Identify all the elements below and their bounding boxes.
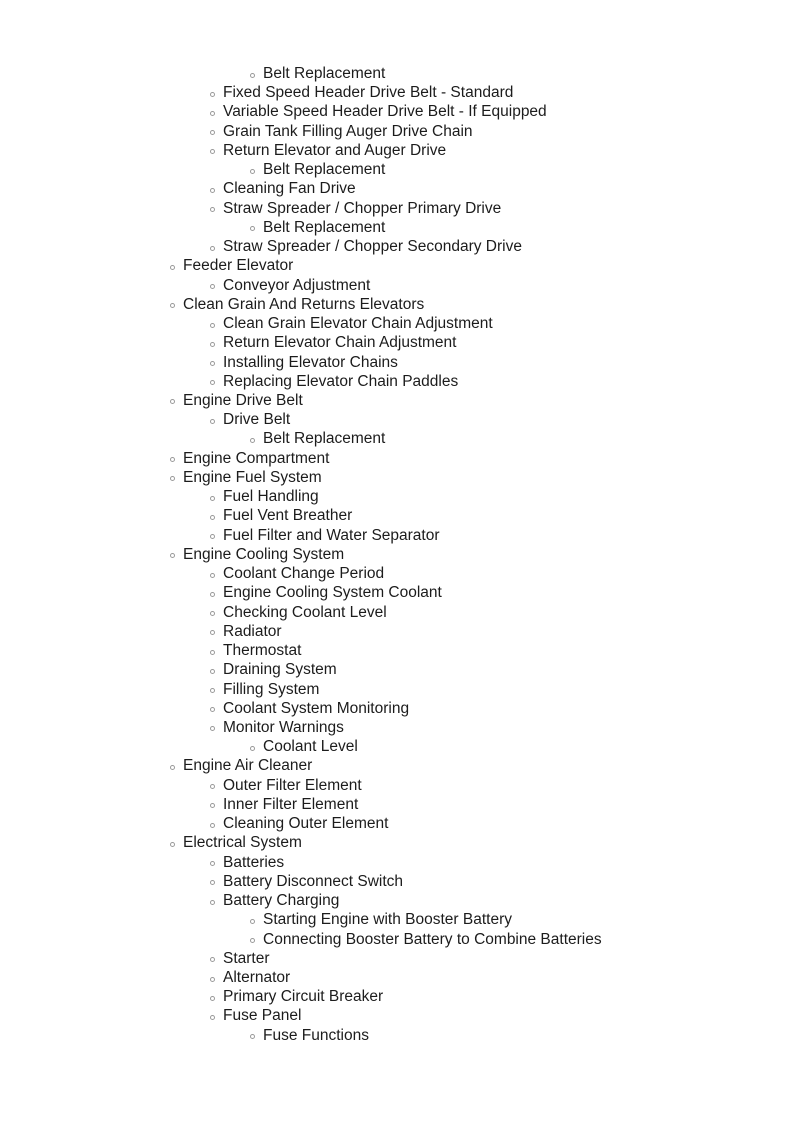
toc-item-label: Variable Speed Header Drive Belt - If Equipped <box>223 103 547 121</box>
toc-item-level-2[interactable] <box>0 872 794 891</box>
table-of-contents-list <box>0 64 794 1045</box>
bullet-icon <box>210 188 215 193</box>
bullet-icon <box>250 169 255 174</box>
toc-item-label: Engine Cooling System <box>183 545 345 563</box>
bullet-icon <box>250 746 255 751</box>
toc-item-level-3[interactable] <box>0 64 794 83</box>
bullet-icon <box>210 823 215 828</box>
toc-item-level-2[interactable] <box>0 891 794 910</box>
bullet-icon <box>210 361 215 366</box>
toc-item-level-2[interactable] <box>0 487 794 506</box>
bullet-icon <box>210 861 215 866</box>
bullet-icon <box>210 650 215 655</box>
toc-item-label: Fuel Vent Breather <box>223 507 353 525</box>
bullet-icon <box>210 611 215 616</box>
toc-item-label: Electrical System <box>183 834 302 852</box>
bullet-icon <box>210 573 215 578</box>
bullet-icon <box>250 73 255 78</box>
bullet-icon <box>210 207 215 212</box>
bullet-icon <box>170 842 175 847</box>
toc-item-level-2[interactable] <box>0 237 794 256</box>
toc-item-level-3[interactable] <box>0 1026 794 1045</box>
toc-item-label: Straw Spreader / Chopper Secondary Drive <box>223 238 522 256</box>
bullet-icon <box>210 996 215 1001</box>
toc-item-label: Conveyor Adjustment <box>223 276 371 294</box>
toc-item-label: Clean Grain And Returns Elevators <box>183 295 425 313</box>
toc-item-level-1[interactable] <box>0 449 794 468</box>
toc-item-level-2[interactable] <box>0 314 794 333</box>
bullet-icon <box>170 765 175 770</box>
bullet-icon <box>210 707 215 712</box>
bullet-icon <box>210 92 215 97</box>
toc-item-label: Belt Replacement <box>263 218 386 236</box>
toc-item-label: Battery Charging <box>223 892 340 910</box>
bullet-icon <box>210 419 215 424</box>
bullet-icon <box>170 399 175 404</box>
bullet-icon <box>210 284 215 289</box>
toc-item-level-2[interactable] <box>0 526 794 545</box>
toc-item-level-3[interactable] <box>0 930 794 949</box>
toc-item-label: Fixed Speed Header Drive Belt - Standard <box>223 84 514 102</box>
toc-item-level-2[interactable] <box>0 660 794 679</box>
toc-item-level-2[interactable] <box>0 814 794 833</box>
toc-item-label: Alternator <box>223 969 291 987</box>
toc-item-label: Belt Replacement <box>263 430 386 448</box>
toc-item-level-2[interactable] <box>0 179 794 198</box>
toc-item-label: Connecting Booster Battery to Combine Batteries <box>263 930 602 948</box>
toc-item-level-2[interactable] <box>0 583 794 602</box>
toc-item-label: Batteries <box>223 853 285 871</box>
bullet-icon <box>210 726 215 731</box>
toc-item-label: Cleaning Fan Drive <box>223 180 356 198</box>
toc-item-label: Starter <box>223 949 270 967</box>
bullet-icon <box>210 957 215 962</box>
toc-item-level-1[interactable] <box>0 256 794 275</box>
bullet-icon <box>210 246 215 251</box>
bullet-icon <box>210 534 215 539</box>
toc-item-level-2[interactable] <box>0 372 794 391</box>
toc-item-level-2[interactable] <box>0 987 794 1006</box>
toc-item-level-1[interactable] <box>0 468 794 487</box>
bullet-icon <box>250 438 255 443</box>
bullet-icon <box>210 784 215 789</box>
bullet-icon <box>210 592 215 597</box>
bullet-icon <box>170 553 175 558</box>
bullet-icon <box>210 130 215 135</box>
toc-item-label: Fuse Panel <box>223 1007 302 1025</box>
bullet-icon <box>250 1034 255 1039</box>
toc-item-level-2[interactable] <box>0 122 794 141</box>
bullet-icon <box>210 977 215 982</box>
toc-item-label: Monitor Warnings <box>223 718 344 736</box>
toc-item-level-2[interactable] <box>0 199 794 218</box>
bullet-icon <box>250 919 255 924</box>
bullet-icon <box>210 323 215 328</box>
toc-item-label: Radiator <box>223 622 282 640</box>
toc-item-level-2[interactable] <box>0 718 794 737</box>
toc-item-level-1[interactable] <box>0 756 794 775</box>
toc-item-label: Return Elevator Chain Adjustment <box>223 334 457 352</box>
toc-item-label: Cleaning Outer Element <box>223 815 389 833</box>
bullet-icon <box>250 938 255 943</box>
bullet-icon <box>210 111 215 116</box>
toc-item-label: Inner Filter Element <box>223 795 359 813</box>
toc-item-label: Engine Air Cleaner <box>183 757 313 775</box>
toc-item-level-2[interactable] <box>0 333 794 352</box>
toc-item-label: Checking Coolant Level <box>223 603 387 621</box>
toc-item-label: Fuel Handling <box>223 488 319 506</box>
toc-item-level-2[interactable] <box>0 641 794 660</box>
toc-item-level-2[interactable] <box>0 506 794 525</box>
bullet-icon <box>210 880 215 885</box>
toc-item-label: Straw Spreader / Chopper Primary Drive <box>223 199 502 217</box>
toc-item-level-2[interactable] <box>0 795 794 814</box>
toc-item-level-3[interactable] <box>0 160 794 179</box>
toc-item-level-2[interactable] <box>0 603 794 622</box>
toc-item-label: Outer Filter Element <box>223 776 362 794</box>
toc-item-label: Fuel Filter and Water Separator <box>223 526 440 544</box>
toc-item-label: Clean Grain Elevator Chain Adjustment <box>223 315 493 333</box>
toc-item-level-1[interactable] <box>0 391 794 410</box>
bullet-icon <box>170 265 175 270</box>
bullet-icon <box>250 226 255 231</box>
bullet-icon <box>210 1015 215 1020</box>
toc-item-label: Starting Engine with Booster Battery <box>263 911 512 929</box>
toc-item-level-2[interactable] <box>0 699 794 718</box>
toc-item-label: Engine Fuel System <box>183 468 322 486</box>
toc-item-label: Coolant System Monitoring <box>223 699 410 717</box>
toc-item-label: Draining System <box>223 661 337 679</box>
bullet-icon <box>210 900 215 905</box>
toc-item-label: Engine Drive Belt <box>183 391 303 409</box>
toc-item-label: Engine Cooling System Coolant <box>223 584 442 602</box>
toc-item-label: Filling System <box>223 680 320 698</box>
toc-item-label: Grain Tank Filling Auger Drive Chain <box>223 122 473 140</box>
toc-item-label: Thermostat <box>223 642 302 660</box>
toc-item-level-3[interactable] <box>0 910 794 929</box>
toc-item-label: Feeder Elevator <box>183 257 294 275</box>
toc-item-level-2[interactable] <box>0 141 794 160</box>
bullet-icon <box>170 457 175 462</box>
toc-item-level-2[interactable] <box>0 968 794 987</box>
toc-item-level-2[interactable] <box>0 410 794 429</box>
toc-item-level-2[interactable] <box>0 353 794 372</box>
bullet-icon <box>210 669 215 674</box>
toc-item-level-1[interactable] <box>0 545 794 564</box>
toc-item-label: Drive Belt <box>223 411 291 429</box>
toc-item-label: Coolant Level <box>263 738 358 756</box>
toc-item-level-2[interactable] <box>0 853 794 872</box>
bullet-icon <box>170 476 175 481</box>
toc-item-level-2[interactable] <box>0 564 794 583</box>
toc-item-level-1[interactable] <box>0 833 794 852</box>
toc-item-level-2[interactable] <box>0 1006 794 1025</box>
toc-item-level-2[interactable] <box>0 83 794 102</box>
toc-item-label: Installing Elevator Chains <box>223 353 398 371</box>
toc-item-level-3[interactable] <box>0 429 794 448</box>
toc-item-level-3[interactable] <box>0 218 794 237</box>
bullet-icon <box>170 303 175 308</box>
toc-item-level-2[interactable] <box>0 276 794 295</box>
bullet-icon <box>210 149 215 154</box>
toc-item-level-2[interactable] <box>0 622 794 641</box>
toc-item-label: Return Elevator and Auger Drive <box>223 141 447 159</box>
toc-item-label: Battery Disconnect Switch <box>223 872 404 890</box>
bullet-icon <box>210 342 215 347</box>
toc-item-label: Fuse Functions <box>263 1026 369 1044</box>
bullet-icon <box>210 496 215 501</box>
toc-item-level-2[interactable] <box>0 680 794 699</box>
toc-item-level-3[interactable] <box>0 737 794 756</box>
bullet-icon <box>210 630 215 635</box>
bullet-icon <box>210 803 215 808</box>
toc-item-level-1[interactable] <box>0 295 794 314</box>
toc-item-label: Belt Replacement <box>263 65 386 82</box>
toc-item-level-2[interactable] <box>0 102 794 121</box>
toc-item-level-2[interactable] <box>0 776 794 795</box>
toc-item-label: Primary Circuit Breaker <box>223 988 384 1006</box>
toc-item-label: Engine Compartment <box>183 449 330 467</box>
toc-item-label: Coolant Change Period <box>223 565 385 583</box>
bullet-icon <box>210 380 215 385</box>
toc-item-label: Belt Replacement <box>263 161 386 179</box>
bullet-icon <box>210 515 215 520</box>
toc-item-label: Replacing Elevator Chain Paddles <box>223 372 459 390</box>
toc-item-level-2[interactable] <box>0 949 794 968</box>
bullet-icon <box>210 688 215 693</box>
